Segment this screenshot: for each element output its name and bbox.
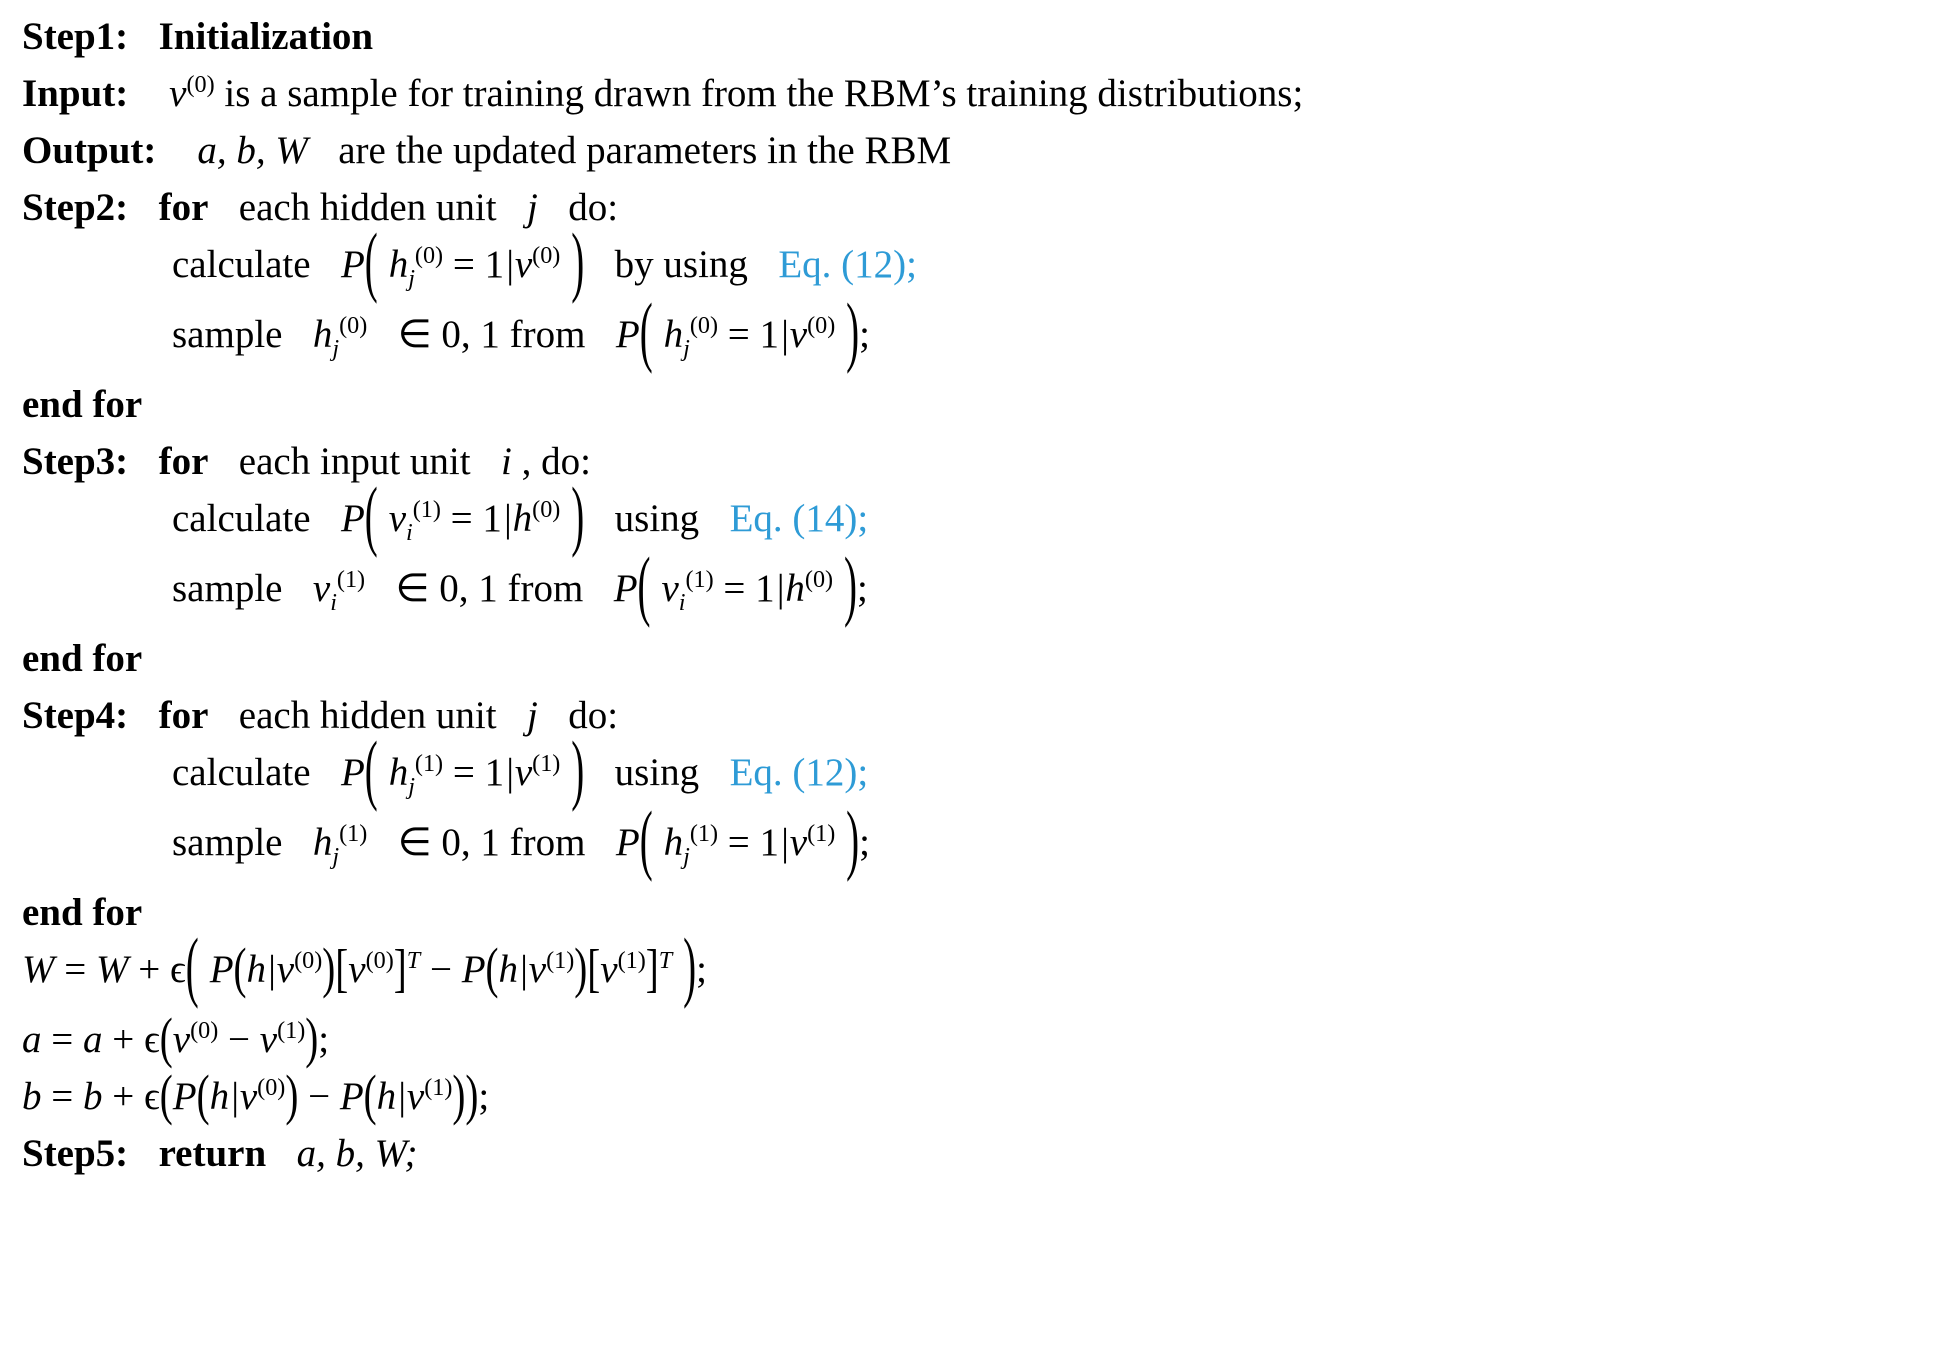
input-line	[22, 71, 1935, 128]
end-for-1	[22, 382, 1935, 439]
step5-line	[22, 1131, 1935, 1188]
step2-sample-set: ∈ 0, 1 from	[397, 313, 586, 356]
step2-calculate-by: by using	[614, 243, 748, 286]
output-line	[22, 128, 1935, 185]
step4-sample-variable: $h_j^{(1)}$	[312, 820, 368, 870]
step4-calculate-line	[22, 726, 1935, 820]
step4-sample-probability: P( $h_j^{(1)} = 1|v^{(1)}$ )	[615, 796, 860, 883]
step3-sample-set: ∈ 0, 1 from	[395, 567, 584, 610]
step4-calculate-word: calculate	[172, 751, 311, 794]
step3-label: Step3:	[22, 440, 129, 483]
algorithm-title-line	[22, 14, 1935, 71]
step3-sample-line: sample $v_i^{(1)}$ ∈ 0, 1 from P( $v_i^{(1)} = 1|h^{(0)}$ );	[172, 542, 868, 629]
step2-sample-word: sample	[172, 313, 283, 356]
end-for-label: end for	[22, 637, 143, 680]
step2-calculate-word: calculate	[172, 243, 311, 286]
equation-reference-12a[interactable]: Eq. (12);	[778, 243, 917, 286]
visible-bias-update-equation: $a = a + \epsilon(v^{(0)} - v^{(1)})$;	[22, 1007, 330, 1070]
end-for-label: end for	[22, 383, 143, 426]
step2-sample-variable: $h_j^{(0)}$	[312, 312, 368, 362]
step4-sample-word: sample	[172, 821, 283, 864]
step3-sample-probability: P( $v_i^{(1)} = 1|h^{(0)}$ )	[613, 542, 857, 629]
step3-index-variable: i	[500, 440, 512, 483]
step3-calculate-line	[22, 472, 1935, 566]
hidden-bias-update-equation: $b = b + \epsilon(P(h|v^{(0)}) - P(h|v^{(1)}))$;	[22, 1064, 490, 1127]
step2-label: Step2:	[22, 186, 129, 229]
step2-for-keyword: for	[158, 186, 209, 229]
step3-for-keyword: for	[158, 440, 209, 483]
output-variables: a, b, W	[197, 129, 308, 172]
step3-probability-expression: P( $v_i^{(1)} = 1|h^{(0)}$ )	[340, 472, 585, 559]
step2-sample-probability: P( $h_j^{(0)} = 1|v^{(0)}$ )	[615, 288, 860, 375]
step3-line	[22, 439, 1935, 496]
weight-update-equation: W = W + ϵ( $P(h|v^{(0)})[v^{(0)}]^T - P(h|v^{(1)})[v^{(1)}]^T$ );	[22, 923, 707, 1010]
end-for-3	[22, 890, 1935, 947]
input-description: is a sample for training drawn from the RBM’s training distributions;	[224, 72, 1304, 115]
step5-return-variables: a, b, W;	[296, 1132, 418, 1175]
step3-calculate-using: using	[614, 497, 700, 540]
step1-label: Step1:	[22, 15, 129, 58]
end-for-2	[22, 636, 1935, 693]
step3-calculate-word: calculate	[172, 497, 311, 540]
output-description: are the updated parameters in the RBM	[338, 129, 952, 172]
output-label: Output:	[22, 129, 157, 172]
input-label: Input:	[22, 72, 129, 115]
step2-index-variable: j	[526, 186, 538, 229]
step4-do-keyword: do:	[568, 694, 619, 737]
step4-sample-line: sample $h_j^{(1)}$ ∈ 0, 1 from P( $h_j^{(1)} = 1|v^{(1)}$ );	[172, 796, 870, 883]
step4-probability-expression: P( $h_j^{(1)} = 1|v^{(1)}$ )	[340, 726, 585, 813]
step4-for-keyword: for	[158, 694, 209, 737]
step5-label: Step5:	[22, 1132, 129, 1175]
step5-return-keyword: return	[158, 1132, 267, 1175]
step4-text: each hidden unit	[238, 694, 497, 737]
step3-sample-variable: $v_i^{(1)}$	[312, 566, 366, 616]
step3-do-keyword: , do:	[521, 440, 591, 483]
step4-calculate-using: using	[614, 751, 700, 794]
step2-calculate-line	[22, 218, 1935, 312]
step2-do-keyword: do:	[568, 186, 619, 229]
step2-probability-expression: P( $h_j^{(0)} = 1|v^{(0)}$ )	[340, 218, 585, 305]
end-for-label: end for	[22, 891, 143, 934]
step4-label: Step4:	[22, 694, 129, 737]
step2-line	[22, 185, 1935, 242]
equation-reference-14[interactable]: Eq. (14);	[729, 497, 869, 540]
equation-reference-12b[interactable]: Eq. (12);	[729, 751, 869, 794]
step3-sample-word: sample	[172, 567, 283, 610]
step2-text: each hidden unit	[238, 186, 497, 229]
input-variable: $v^{(0)}$	[169, 71, 215, 115]
step4-sample-set: ∈ 0, 1 from	[397, 821, 586, 864]
step1-title: Initialization	[158, 15, 374, 58]
step2-sample-line: sample $h_j^{(0)}$ ∈ 0, 1 from P( $h_j^{(0)} = 1|v^{(0)}$ );	[172, 288, 870, 375]
step4-line	[22, 693, 1935, 750]
step3-text: each input unit	[238, 440, 471, 483]
step4-index-variable: j	[526, 694, 538, 737]
